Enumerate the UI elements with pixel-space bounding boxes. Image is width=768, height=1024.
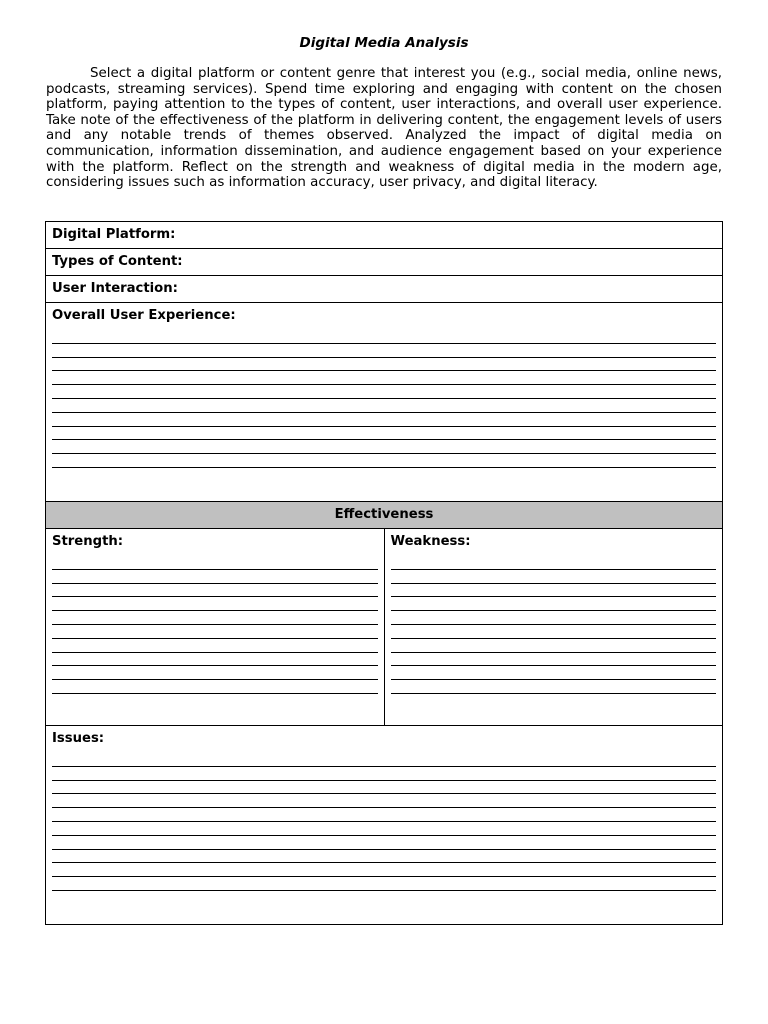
strength-label: Strength:: [52, 534, 124, 549]
writing-lines: [52, 330, 716, 468]
issues-label: Issues:: [52, 731, 105, 746]
user-interaction-field[interactable]: [46, 276, 723, 303]
user-interaction-row: [46, 276, 723, 303]
overall-user-experience-field[interactable]: [46, 303, 723, 502]
strength-field[interactable]: [46, 529, 385, 726]
page-title: Digital Media Analysis: [299, 35, 469, 51]
types-of-content-row: [46, 249, 723, 276]
effectiveness-header: Effectiveness: [46, 502, 723, 529]
weakness-field[interactable]: [384, 529, 723, 726]
overall-user-experience-label: Overall User Experience:: [52, 308, 236, 323]
digital-platform-label: Digital Platform:: [52, 227, 176, 242]
digital-platform-row: [46, 222, 723, 249]
writing-lines: [52, 556, 378, 694]
weakness-label: Weakness:: [390, 534, 471, 549]
digital-platform-field[interactable]: [46, 222, 723, 249]
strength-weakness-row: [46, 529, 723, 726]
analysis-form-table: [45, 221, 723, 925]
types-of-content-label: Types of Content:: [52, 254, 183, 269]
instructions-paragraph: Select a digital platform or content genre that interest you (e.g., social media, online news, podcasts, streaming services). Spend time exploring and engaging with content on the chosen platform, paying attention to the types of content, user interactions, and overall user experience. Take note of the effectiveness of the platform in delivering content, the engagement levels of users and any notable trends of themes observed. Analyzed the impact of digital media on communication, information dissemination, and audience engagement based on your experience with the platform. Reflect on the strength and weakness of digital media in the modern age, considering issues such as information accuracy, user privacy, and digital literacy.: [46, 66, 722, 191]
overall-user-experience-row: [46, 303, 723, 502]
issues-field[interactable]: [46, 726, 723, 925]
effectiveness-header-row: [46, 502, 723, 529]
writing-lines: [391, 556, 717, 694]
user-interaction-label: User Interaction:: [52, 281, 178, 296]
types-of-content-field[interactable]: [46, 249, 723, 276]
issues-row: [46, 726, 723, 925]
writing-lines: [52, 753, 716, 891]
